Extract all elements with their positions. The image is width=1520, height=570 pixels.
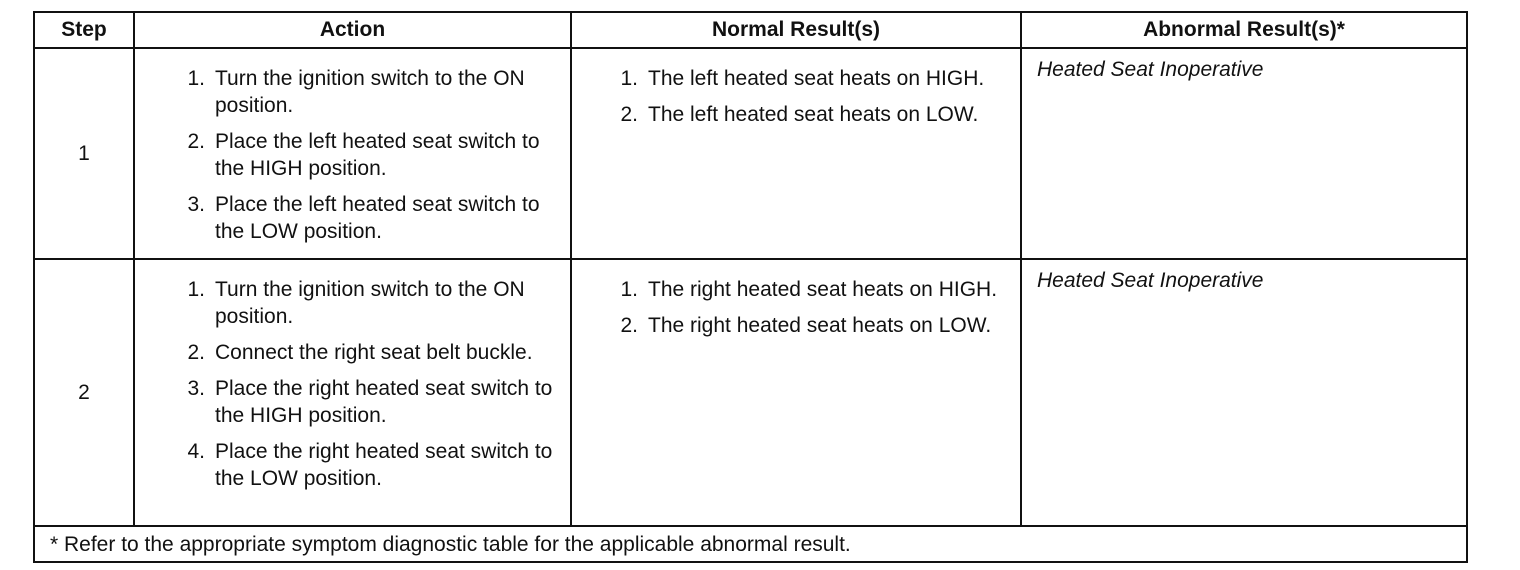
item-text: The left heated seat heats on HIGH. bbox=[648, 67, 985, 90]
normal-results-cell bbox=[571, 259, 1021, 526]
action-cell bbox=[134, 48, 571, 259]
item-text: Turn the ignition switch to the ON position. bbox=[215, 278, 525, 328]
item-number: 4. bbox=[187, 440, 205, 463]
table-row bbox=[34, 48, 1467, 259]
item-number: 1. bbox=[620, 67, 638, 90]
abnormal-result-link[interactable]: Heated Seat Inoperative bbox=[1021, 259, 1467, 526]
item-text: Connect the right seat belt buckle. bbox=[215, 341, 533, 364]
normal-results-cell bbox=[571, 48, 1021, 259]
header-step: Step bbox=[34, 12, 134, 48]
action-cell bbox=[134, 259, 571, 526]
item-number: 1. bbox=[187, 278, 205, 301]
list-item bbox=[135, 191, 560, 245]
list-item bbox=[572, 101, 1010, 128]
header-row bbox=[34, 12, 1467, 48]
list-item bbox=[135, 438, 560, 492]
footnote-row bbox=[34, 526, 1467, 562]
item-text: Place the right heated seat switch to the LOW position. bbox=[215, 440, 553, 490]
item-number: 2. bbox=[620, 103, 638, 126]
item-number: 3. bbox=[187, 377, 205, 400]
diagnostic-table bbox=[33, 11, 1468, 563]
list-item bbox=[135, 375, 560, 429]
item-number: 2. bbox=[620, 314, 638, 337]
item-text: Place the left heated seat switch to the HIGH position. bbox=[215, 130, 540, 180]
table-row bbox=[34, 259, 1467, 526]
item-number: 1. bbox=[620, 278, 638, 301]
item-number: 3. bbox=[187, 193, 205, 216]
list-item bbox=[572, 312, 1010, 339]
list-item bbox=[572, 276, 1010, 303]
list-item bbox=[135, 65, 560, 119]
item-text: Turn the ignition switch to the ON position. bbox=[215, 67, 525, 117]
step-number: 2 bbox=[34, 259, 134, 526]
header-action: Action bbox=[134, 12, 571, 48]
header-normal-results: Normal Result(s) bbox=[571, 12, 1021, 48]
list-item bbox=[135, 339, 560, 366]
item-text: The right heated seat heats on HIGH. bbox=[648, 278, 998, 301]
list-item bbox=[135, 128, 560, 182]
item-text: The left heated seat heats on LOW. bbox=[648, 103, 979, 126]
footnote: * Refer to the appropriate symptom diagnostic table for the applicable abnormal result. bbox=[34, 526, 1467, 562]
item-number: 1. bbox=[187, 67, 205, 90]
item-number: 2. bbox=[187, 130, 205, 153]
step-number: 1 bbox=[34, 48, 134, 259]
list-item bbox=[572, 65, 1010, 92]
item-text: Place the right heated seat switch to the HIGH position. bbox=[215, 377, 553, 427]
item-text: Place the left heated seat switch to the LOW position. bbox=[215, 193, 540, 243]
header-abnormal-results: Abnormal Result(s)* bbox=[1021, 12, 1467, 48]
abnormal-result-link[interactable]: Heated Seat Inoperative bbox=[1021, 48, 1467, 259]
list-item bbox=[135, 276, 560, 330]
item-number: 2. bbox=[187, 341, 205, 364]
item-text: The right heated seat heats on LOW. bbox=[648, 314, 992, 337]
